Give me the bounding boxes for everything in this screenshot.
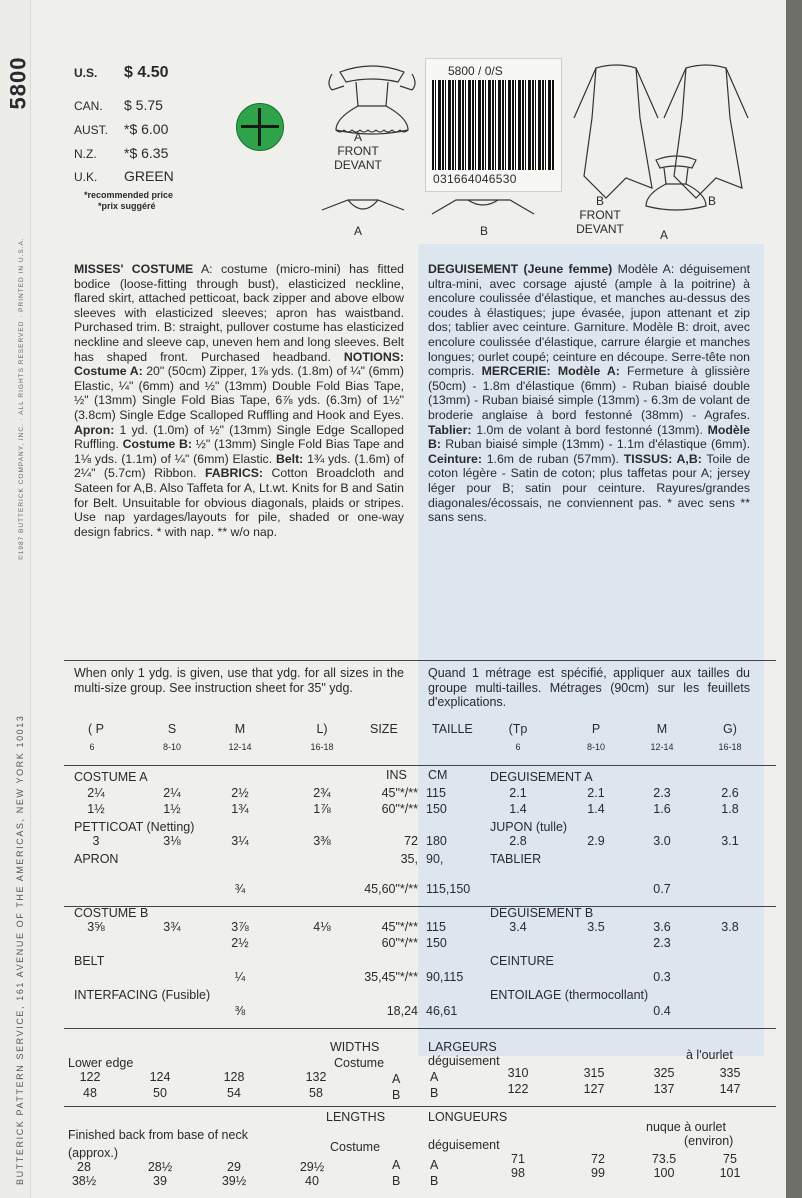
price-can: CAN. $ 5.75 xyxy=(74,97,163,113)
taille-m: M xyxy=(656,722,668,736)
price-uk: U.K. GREEN xyxy=(74,168,174,184)
taille-tp-range: 6 xyxy=(515,742,521,752)
lengths-inches-a: 29 xyxy=(227,1160,241,1174)
widths-view-a: A xyxy=(392,1072,401,1086)
yardage-value-m: 3.4 xyxy=(509,920,527,934)
yardage-note-english: When only 1 ydg. is given, use that ydg. for all sizes in the multi-size group. See instruction sheet for 35" ydg. xyxy=(74,666,404,695)
yardage-value-yds: 2½ xyxy=(231,786,249,800)
yardage-width-ins: 45"*/** xyxy=(381,920,418,934)
lengths-divider xyxy=(64,1106,776,1107)
lengths-cm-a: 75 xyxy=(723,1152,737,1166)
yardage-label-en: PETTICOAT (Netting) xyxy=(74,820,195,834)
yardage-label-fr: ENTOILAGE (thermocollant) xyxy=(490,988,649,1002)
yardage-value-yds: 2½ xyxy=(231,936,249,950)
longueurs-title: LONGUEURS xyxy=(428,1110,508,1124)
yardage-label-fr: DEGUISEMENT B xyxy=(490,906,594,920)
section-divider xyxy=(64,660,776,661)
longueurs-view-a: A xyxy=(430,1158,439,1172)
taille-label: TAILLE xyxy=(432,722,473,736)
yardage-value-m: 0.7 xyxy=(653,882,671,896)
yardage-value-yds: 1½ xyxy=(87,802,105,816)
widths-inches-b: 54 xyxy=(227,1086,241,1100)
taille-p: P xyxy=(591,722,601,736)
yardage-value-yds: 1¾ xyxy=(231,802,249,816)
lengths-cm-b: 100 xyxy=(653,1166,675,1180)
pattern-number-vertical: 5800 xyxy=(5,56,31,110)
yardage-width-cm: 115 xyxy=(426,786,446,800)
widths-inches-a: 122 xyxy=(79,1070,101,1084)
yardage-value-m: 3.1 xyxy=(721,834,739,848)
size-s-range: 8-10 xyxy=(162,742,182,752)
size-p: ( P xyxy=(88,722,104,736)
size-m-range: 12-14 xyxy=(228,742,252,752)
yardage-value-m: 2.1 xyxy=(509,786,527,800)
yardage-label-en: COSTUME A xyxy=(74,770,148,784)
yardage-label-fr: TABLIER xyxy=(490,852,542,866)
yardage-value-yds: 2¾ xyxy=(313,786,331,800)
lengths-row-label: Finished back from base of neck xyxy=(68,1128,248,1142)
lengths-title: LENGTHS xyxy=(326,1110,386,1124)
yardage-value-m: 1.4 xyxy=(587,802,605,816)
yardage-width-ins: 35,45"*/** xyxy=(364,970,418,984)
ins-header: INS xyxy=(386,768,407,782)
yardage-width-ins: 60"*/** xyxy=(381,936,418,950)
widths-title: WIDTHS xyxy=(330,1040,380,1054)
lengths-cm-b: 98 xyxy=(511,1166,525,1180)
yardage-value-yds: 4⅛ xyxy=(313,920,331,934)
view-b-small-label: B xyxy=(707,194,716,208)
yardage-note-french: Quand 1 métrage est spécifié, appliquer aux tailles du groupe multi-tailles. Métrages (90cm) sur les feuillets d'explications. xyxy=(428,666,750,710)
widths-row-label: Lower edge xyxy=(68,1056,134,1070)
yardage-label-fr: DEGUISEMENT A xyxy=(490,770,593,784)
widths-cm-b: 122 xyxy=(507,1082,529,1096)
yardage-label-en: COSTUME B xyxy=(74,906,149,920)
yardage-width-cm: 180 xyxy=(426,834,447,848)
yardage-value-m: 3.6 xyxy=(653,920,671,934)
yardage-label-fr: JUPON (tulle) xyxy=(490,820,568,834)
yardage-width-cm: 46,61 xyxy=(426,1004,458,1018)
costume-a-back-sketch-icon xyxy=(636,150,716,220)
yardage-value-yds: 1½ xyxy=(163,802,181,816)
yardage-label-en: INTERFACING (Fusible) xyxy=(74,988,211,1002)
widths-inches-a: 128 xyxy=(223,1070,245,1084)
lengths-view-b: B xyxy=(392,1174,401,1188)
copyright-notice: ©1987 BUTTERICK COMPANY, INC. · ALL RIGHTS RESERVED · PRINTED IN U.S.A. xyxy=(18,237,25,560)
yardage-label-en: BELT xyxy=(74,954,105,968)
lengths-cm-a: 73.5 xyxy=(651,1152,677,1166)
yardage-width-cm: 150 xyxy=(426,936,447,950)
yardage-value-m: 3.8 xyxy=(721,920,739,934)
costume-a-sketch-icon xyxy=(322,58,422,138)
lengths-costume-label: Costume xyxy=(330,1140,381,1154)
widths-inches-a: 124 xyxy=(149,1070,171,1084)
description-english: MISSES' COSTUME A: costume (micro-mini) has fitted bodice (loose-fitting through bust), elasticized neckline, flared skirt, attached petticoat, back zipper and above elbow sleeves with elasticized sleeves; apron has waistband. Purchased trim. B: straight, pullover costume has elasticized neckline and sleeve cap, uneven hem and long sleeves. Belt has shaped front. Purchased headband. NOTIONS: Costume A: 20" (50cm) Zipper, 1⅞ yds. (1.8m) of ¼" (6mm) Elastic, ¼" (6mm) and ½" (13mm) Double Fold Bias Tape, ½" (13mm) Single Fold Bias Tape, 6⅞ yds. (6.3m) of 1½" (3.8cm) Single Edge Scalloped Ruffling and Hook and Eyes. Apron: 1 yd. (1.0m) of ½" (13mm) Single Edge Scalloped Ruffling. Costume B: ½" (13mm) Single Fold Bias Tape and 1⅛ yds. (1.1m) of ¼" (6mm) Elastic. Belt: 1¾ yds. (1.6m) of 2¼" (5.7cm) Ribbon. FABRICS: Cotton Broadcloth and Sateen for A,B. Also Taffeta for A, Lt.wt. Knits for B and Satin for Belt. Unsuitable for obvious diagonals, plaids or stripes. Use nap yardages/layouts for pile, shaded or one-way design fabrics. * with nap. ** w/o nap. xyxy=(74,262,404,539)
yardage-value-yds: 3 xyxy=(92,834,100,848)
widths-view-b: B xyxy=(392,1088,401,1102)
yardage-label-fr: CEINTURE xyxy=(490,954,554,968)
recommended-price-note: *recommended price *prix suggéré xyxy=(84,190,174,211)
yardage-width-cm: 115 xyxy=(426,920,446,934)
measurements-divider xyxy=(64,1028,776,1029)
yardage-value-m: 0.3 xyxy=(653,970,671,984)
taille-p-range: 8-10 xyxy=(586,742,606,752)
yardage-value-m: 1.6 xyxy=(653,802,671,816)
widths-deguisement-label: déguisement xyxy=(428,1054,500,1068)
yardage-value-m: 2.3 xyxy=(653,936,671,950)
yardage-value-yds: 3⅜ xyxy=(313,834,331,848)
lengths-inches-b: 39 xyxy=(153,1174,167,1188)
publisher-address: BUTTERICK PATTERN SERVICE, 161 AVENUE OF THE AMERICAS, NEW YORK 10013 xyxy=(15,714,25,1185)
yardage-value-m: 3.0 xyxy=(653,834,671,848)
yardage-width-cm: 150 xyxy=(426,802,447,816)
yardage-value-yds: ⅜ xyxy=(234,1004,246,1018)
yardage-value-yds: 3⅞ xyxy=(231,920,249,934)
size-s: S xyxy=(167,722,177,736)
lengths-inches-b: 38½ xyxy=(71,1174,97,1188)
size-m: M xyxy=(234,722,246,736)
lengths-inches-a: 29½ xyxy=(299,1160,325,1174)
yardage-value-yds: 2¼ xyxy=(87,786,105,800)
yardage-value-yds: ¾ xyxy=(234,882,246,896)
view-b-detail-label: B xyxy=(479,224,488,238)
green-globe-icon xyxy=(236,103,284,151)
price-us: U.S. $ 4.50 xyxy=(74,64,169,81)
yardage-width-ins: 72 xyxy=(404,834,418,848)
largeurs-view-b: B xyxy=(430,1086,439,1100)
price-aust: AUST. *$ 6.00 xyxy=(74,121,169,137)
barcode-number: 031664046530 xyxy=(433,172,517,186)
costume-b-divider xyxy=(64,906,776,907)
yardage-value-m: 2.1 xyxy=(587,786,605,800)
widths-inches-b: 50 xyxy=(153,1086,167,1100)
longueurs-view-b: B xyxy=(430,1174,439,1188)
widths-cm-a: 325 xyxy=(653,1066,675,1080)
yardage-width-ins: 45"*/** xyxy=(381,786,418,800)
yardage-value-yds: 2¼ xyxy=(163,786,181,800)
yardage-width-cm: 90,115 xyxy=(426,970,464,984)
widths-cm-a: 310 xyxy=(507,1066,529,1080)
yardage-width-ins: 35, xyxy=(400,852,418,866)
widths-inches-b: 48 xyxy=(83,1086,97,1100)
view-b-front-label: B FRONT DEVANT xyxy=(576,194,624,236)
lengths-inches-b: 40 xyxy=(305,1174,319,1188)
widths-cm-b: 137 xyxy=(653,1082,675,1096)
cm-header: CM xyxy=(428,768,448,782)
yardage-value-m: 0.4 xyxy=(653,1004,671,1018)
yardage-value-yds: 3⅛ xyxy=(163,834,181,848)
yardage-value-yds: 3¼ xyxy=(231,834,249,848)
yardage-value-m: 2.3 xyxy=(653,786,671,800)
lengths-inches-b: 39½ xyxy=(221,1174,247,1188)
price-nz: N.Z. *$ 6.35 xyxy=(74,145,169,161)
widths-hem-label: à l'ourlet xyxy=(686,1048,733,1062)
yardage-value-m: 1.4 xyxy=(509,802,527,816)
yardage-value-m: 3.5 xyxy=(587,920,605,934)
lengths-cm-a: 71 xyxy=(511,1152,525,1166)
yardage-width-ins: 18,24 xyxy=(386,1004,418,1018)
yardage-width-cm: 90, xyxy=(426,852,444,866)
lengths-deguisement-label: déguisement xyxy=(428,1138,500,1152)
size-p-range: 6 xyxy=(89,742,95,752)
lengths-cm-a: 72 xyxy=(591,1152,605,1166)
yardage-width-ins: 45,60"*/** xyxy=(364,882,418,896)
barcode xyxy=(432,80,554,170)
view-a-front-label: A FRONT DEVANT xyxy=(334,130,382,172)
yardage-value-yds: 3⅝ xyxy=(87,920,105,934)
lengths-approx: (approx.) xyxy=(68,1146,119,1160)
lengths-fr-label-2: (environ) xyxy=(684,1134,734,1148)
lengths-view-a: A xyxy=(392,1158,401,1172)
yardage-value-yds: 1⅞ xyxy=(313,802,331,816)
yardage-value-m: 2.6 xyxy=(721,786,739,800)
widths-cm-b: 127 xyxy=(583,1082,605,1096)
lengths-fr-label-1: nuque à ourlet xyxy=(646,1120,726,1134)
description-french: DEGUISEMENT (Jeune femme) Modèle A: déguisement ultra-mini, avec corsage ajusté (ample à la poitrine) à encolure coulissée d'élastique, et manches au-dessus des coudes à élastiques; jupe évasée, jupon attenant et zip dos; tablier avec ceinture. Garniture. Modèle B: droit, avec encolure coulissée d'élastique, carrure élargie et manches longues; ourlet coupé; ceinture en découpe. Serre-tête non compris. MERCERIE: Modèle A: Fermeture à glissière (50cm) - 1.8m d'élastique (6mm) - Ruban biaisé double (13mm) - Ruban biaisé simple (13mm) - 6.3m de volant de broderie anglaise à bord festonné (38mm) - Agrafes. Tablier: 1.0m de volant à bord festonné (13mm). Modèle B: Ruban biaisé simple (13mm) - 1.1m d'élastique (6mm). Ceinture: 1.6m de ruban (57mm). TISSUS: A,B: Toile de coton légère - Satin de coton; plus taffetas pour A; jersey léger pour B; satin pour ceinture. Rayures/grandes diagonales/écossais, ne conviennent pas. * avec sens ** sans sens. xyxy=(428,262,751,525)
widths-costume-label: Costume xyxy=(334,1056,385,1070)
side-strip xyxy=(0,0,31,1198)
widths-cm-b: 147 xyxy=(719,1082,741,1096)
yardage-value-yds: ¼ xyxy=(234,970,246,984)
taille-g-range: 16-18 xyxy=(718,742,742,752)
yardage-value-yds: 3¾ xyxy=(163,920,181,934)
size-code: 5800 / 0/S xyxy=(448,64,503,78)
widths-inches-a: 132 xyxy=(305,1070,327,1084)
largeurs-title: LARGEURS xyxy=(428,1040,497,1054)
lengths-inches-a: 28½ xyxy=(147,1160,173,1174)
view-a-small-label: A xyxy=(659,228,668,242)
size-label: SIZE xyxy=(370,722,398,736)
lengths-inches-a: 28 xyxy=(77,1160,91,1174)
widths-cm-a: 315 xyxy=(583,1066,605,1080)
taille-m-range: 12-14 xyxy=(650,742,674,752)
taille-tp: (Tp xyxy=(508,722,528,736)
yardage-width-ins: 60"*/** xyxy=(381,802,418,816)
yardage-value-m: 1.8 xyxy=(721,802,739,816)
collar-detail-sketch-icon xyxy=(428,190,538,226)
size-l-range: 16-18 xyxy=(310,742,334,752)
yardage-width-cm: 115,150 xyxy=(426,882,471,896)
apron-detail-sketch-icon xyxy=(318,190,408,226)
widths-cm-a: 335 xyxy=(719,1066,741,1080)
view-a-detail-label: A xyxy=(353,224,362,238)
largeurs-view-a: A xyxy=(430,1070,439,1084)
yardage-label-en: APRON xyxy=(74,852,119,866)
taille-g: G) xyxy=(723,722,737,736)
lengths-cm-b: 101 xyxy=(719,1166,741,1180)
size-l: L) xyxy=(316,722,328,736)
lengths-cm-b: 99 xyxy=(591,1166,605,1180)
widths-inches-b: 58 xyxy=(309,1086,323,1100)
size-header-divider xyxy=(64,765,776,766)
yardage-value-m: 2.9 xyxy=(587,834,605,848)
yardage-value-m: 2.8 xyxy=(509,834,527,848)
